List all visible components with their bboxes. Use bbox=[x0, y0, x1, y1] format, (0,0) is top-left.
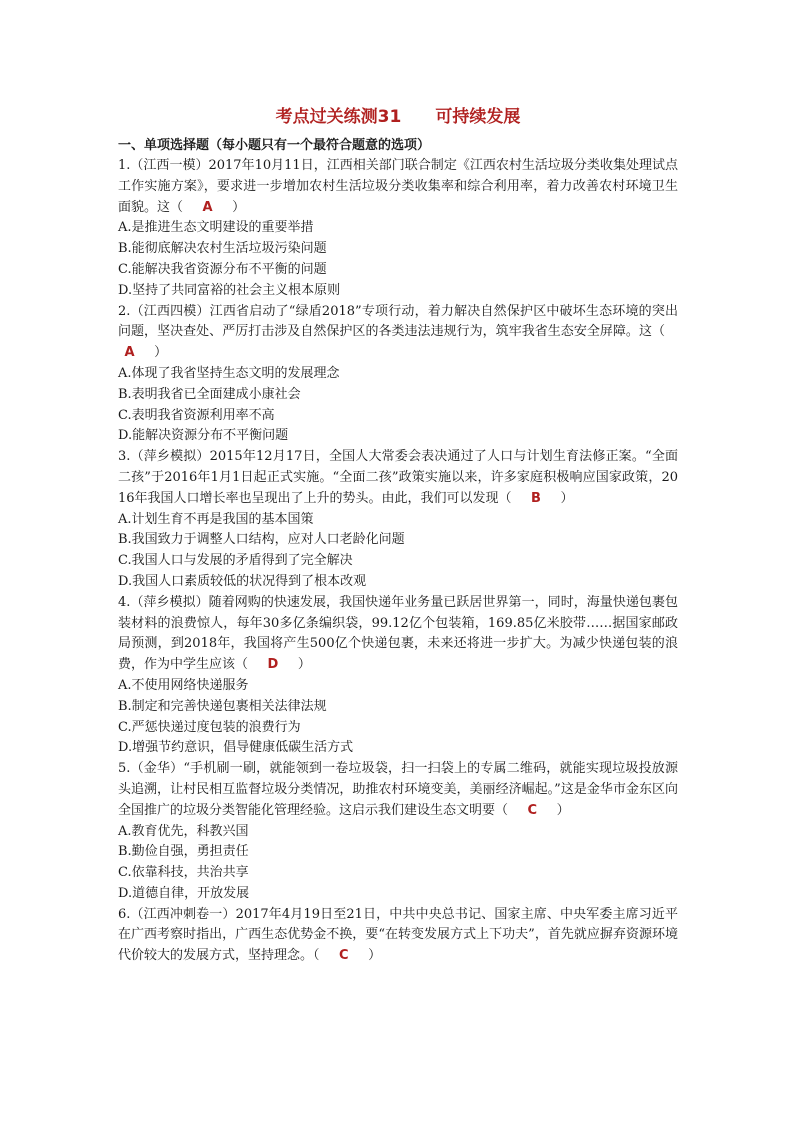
answer-option: B.能彻底解决农村生活垃圾污染问题 bbox=[118, 241, 327, 257]
answer-option: C.依靠科技，共治共享 bbox=[118, 865, 249, 881]
answer-option: A.不使用网络快递服务 bbox=[118, 677, 249, 693]
answer-bracket-close: ） bbox=[556, 802, 570, 818]
answer-option: D.增强节约意识，倡导健康低碳生活方式 bbox=[118, 740, 354, 756]
question-block bbox=[118, 593, 678, 759]
question-text: 3.（萍乡模拟）2015年12月17日，全国人大常委会表决通过了人口与计划生育法修正案。“全面二孩”于2016年1月1日起正式实施。“全面二孩”政策实施以来，许多家庭积极响应国家政策，2016年我国人口增长率也呈现出了上升的势头。由此，我们可以发现（ bbox=[118, 449, 678, 506]
document-page bbox=[118, 100, 678, 967]
question-stem bbox=[118, 302, 678, 364]
question-block bbox=[118, 905, 678, 967]
answer-option: B.制定和完善快递包裹相关法律法规 bbox=[118, 698, 327, 714]
answer-option: B.我国致力于调整人口结构，应对人口老龄化问题 bbox=[118, 532, 405, 548]
answer-option: D.能解决资源分布不平衡问题 bbox=[118, 428, 289, 444]
answer-option: A.体现了我省坚持生态文明的发展理念 bbox=[118, 365, 340, 381]
question-text: 6.（江西冲刺卷一）2017年4月19日至21日，中共中央总书记、国家主席、中央军委主席习近平在广西考察时指出，广西生态优势金不换，要“在转变发展方式上下功夫”，首先就应摒弃资源环境代价较大的发展方式，坚持理念。（ bbox=[118, 906, 678, 964]
answer-option: A.教育优先，科教兴国 bbox=[118, 823, 249, 839]
question-list bbox=[118, 156, 678, 967]
answer-bracket-close: ） bbox=[560, 490, 574, 506]
answer-letter: C bbox=[527, 802, 538, 818]
question-text: 5.（金华）“手机刷一刷，就能领到一卷垃圾袋，扫一扫袋上的专属二维码，就能实现垃圾投放源头追溯，让村民相互监督垃圾分类情况，助推农村环境变美，美丽经济崛起。”这是金华市金东区向全国推广的垃圾分类智能化管理经验。这启示我们建设生态文明要（ bbox=[118, 761, 678, 818]
question-text: 1.（江西一模）2017年10月11日，江西相关部门联合制定《江西农村生活垃圾分类收集处理试点工作实施方案》，要求进一步增加农村生活垃圾分类收集率和综合利用率，着力改善农村环境卫生面貌。这（ bbox=[118, 158, 678, 215]
answer-option: C.表明我省资源利用率不高 bbox=[118, 407, 275, 423]
question-stem bbox=[118, 447, 678, 509]
answer-option: D.我国人口素质较低的状况得到了根本改观 bbox=[118, 573, 367, 589]
question-stem bbox=[118, 759, 678, 821]
answer-option: C.能解决我省资源分布不平衡的问题 bbox=[118, 261, 327, 277]
section-heading: 一、单项选择题（每小题只有一个最符合题意的选项） bbox=[118, 138, 431, 153]
page-title: 考点过关练测31 可持续发展 bbox=[275, 107, 521, 127]
answer-letter: A bbox=[202, 199, 213, 215]
answer-letter: B bbox=[531, 490, 541, 506]
question-block bbox=[118, 156, 678, 302]
question-block bbox=[118, 759, 678, 905]
question-block bbox=[118, 447, 678, 593]
answer-option: D.道德自律，开放发展 bbox=[118, 885, 250, 901]
answer-option: B.勤俭自强，勇担责任 bbox=[118, 844, 249, 860]
question-block bbox=[118, 302, 678, 448]
answer-bracket-close: ） bbox=[368, 948, 382, 964]
question-stem bbox=[118, 905, 678, 967]
question-text: 2.（江西四模）江西省启动了“绿盾2018”专项行动，着力解决自然保护区中破坏生态环境的突出问题，坚决查处、严厉打击涉及自然保护区的各类违法违规行为，筑牢我省生态安全屏障。这（ bbox=[118, 303, 678, 340]
answer-bracket-close: ） bbox=[154, 345, 168, 361]
answer-option: C.我国人口与发展的矛盾得到了完全解决 bbox=[118, 553, 353, 569]
answer-bracket-close: ） bbox=[232, 199, 246, 215]
question-stem bbox=[118, 593, 678, 676]
answer-option: A.是推进生态文明建设的重要举措 bbox=[118, 220, 314, 236]
answer-option: D.坚持了共同富裕的社会主义根本原则 bbox=[118, 282, 341, 298]
answer-option: B.表明我省已全面建成小康社会 bbox=[118, 386, 301, 402]
answer-option: A.计划生育不再是我国的基本国策 bbox=[118, 511, 314, 527]
answer-letter: D bbox=[267, 657, 279, 673]
answer-letter: C bbox=[339, 948, 349, 964]
answer-option: C.严惩快递过度包装的浪费行为 bbox=[118, 719, 301, 735]
question-text: 4.（萍乡模拟）随着网购的快速发展，我国快递年业务量已跃居世界第一，同时，海量快递包裹包装材料的浪费惊人，每年30多亿条编织袋，99.12亿个包装箱，169.85亿米胶带……据国家邮政局预测，到2018年，我国将产生500亿个快递包裹，未来还将进一步扩大。为减少快递包装的浪费，作为中学生应该（ bbox=[118, 594, 678, 673]
answer-bracket-close: ） bbox=[297, 657, 311, 673]
answer-letter: A bbox=[124, 345, 135, 361]
question-stem bbox=[118, 156, 678, 218]
